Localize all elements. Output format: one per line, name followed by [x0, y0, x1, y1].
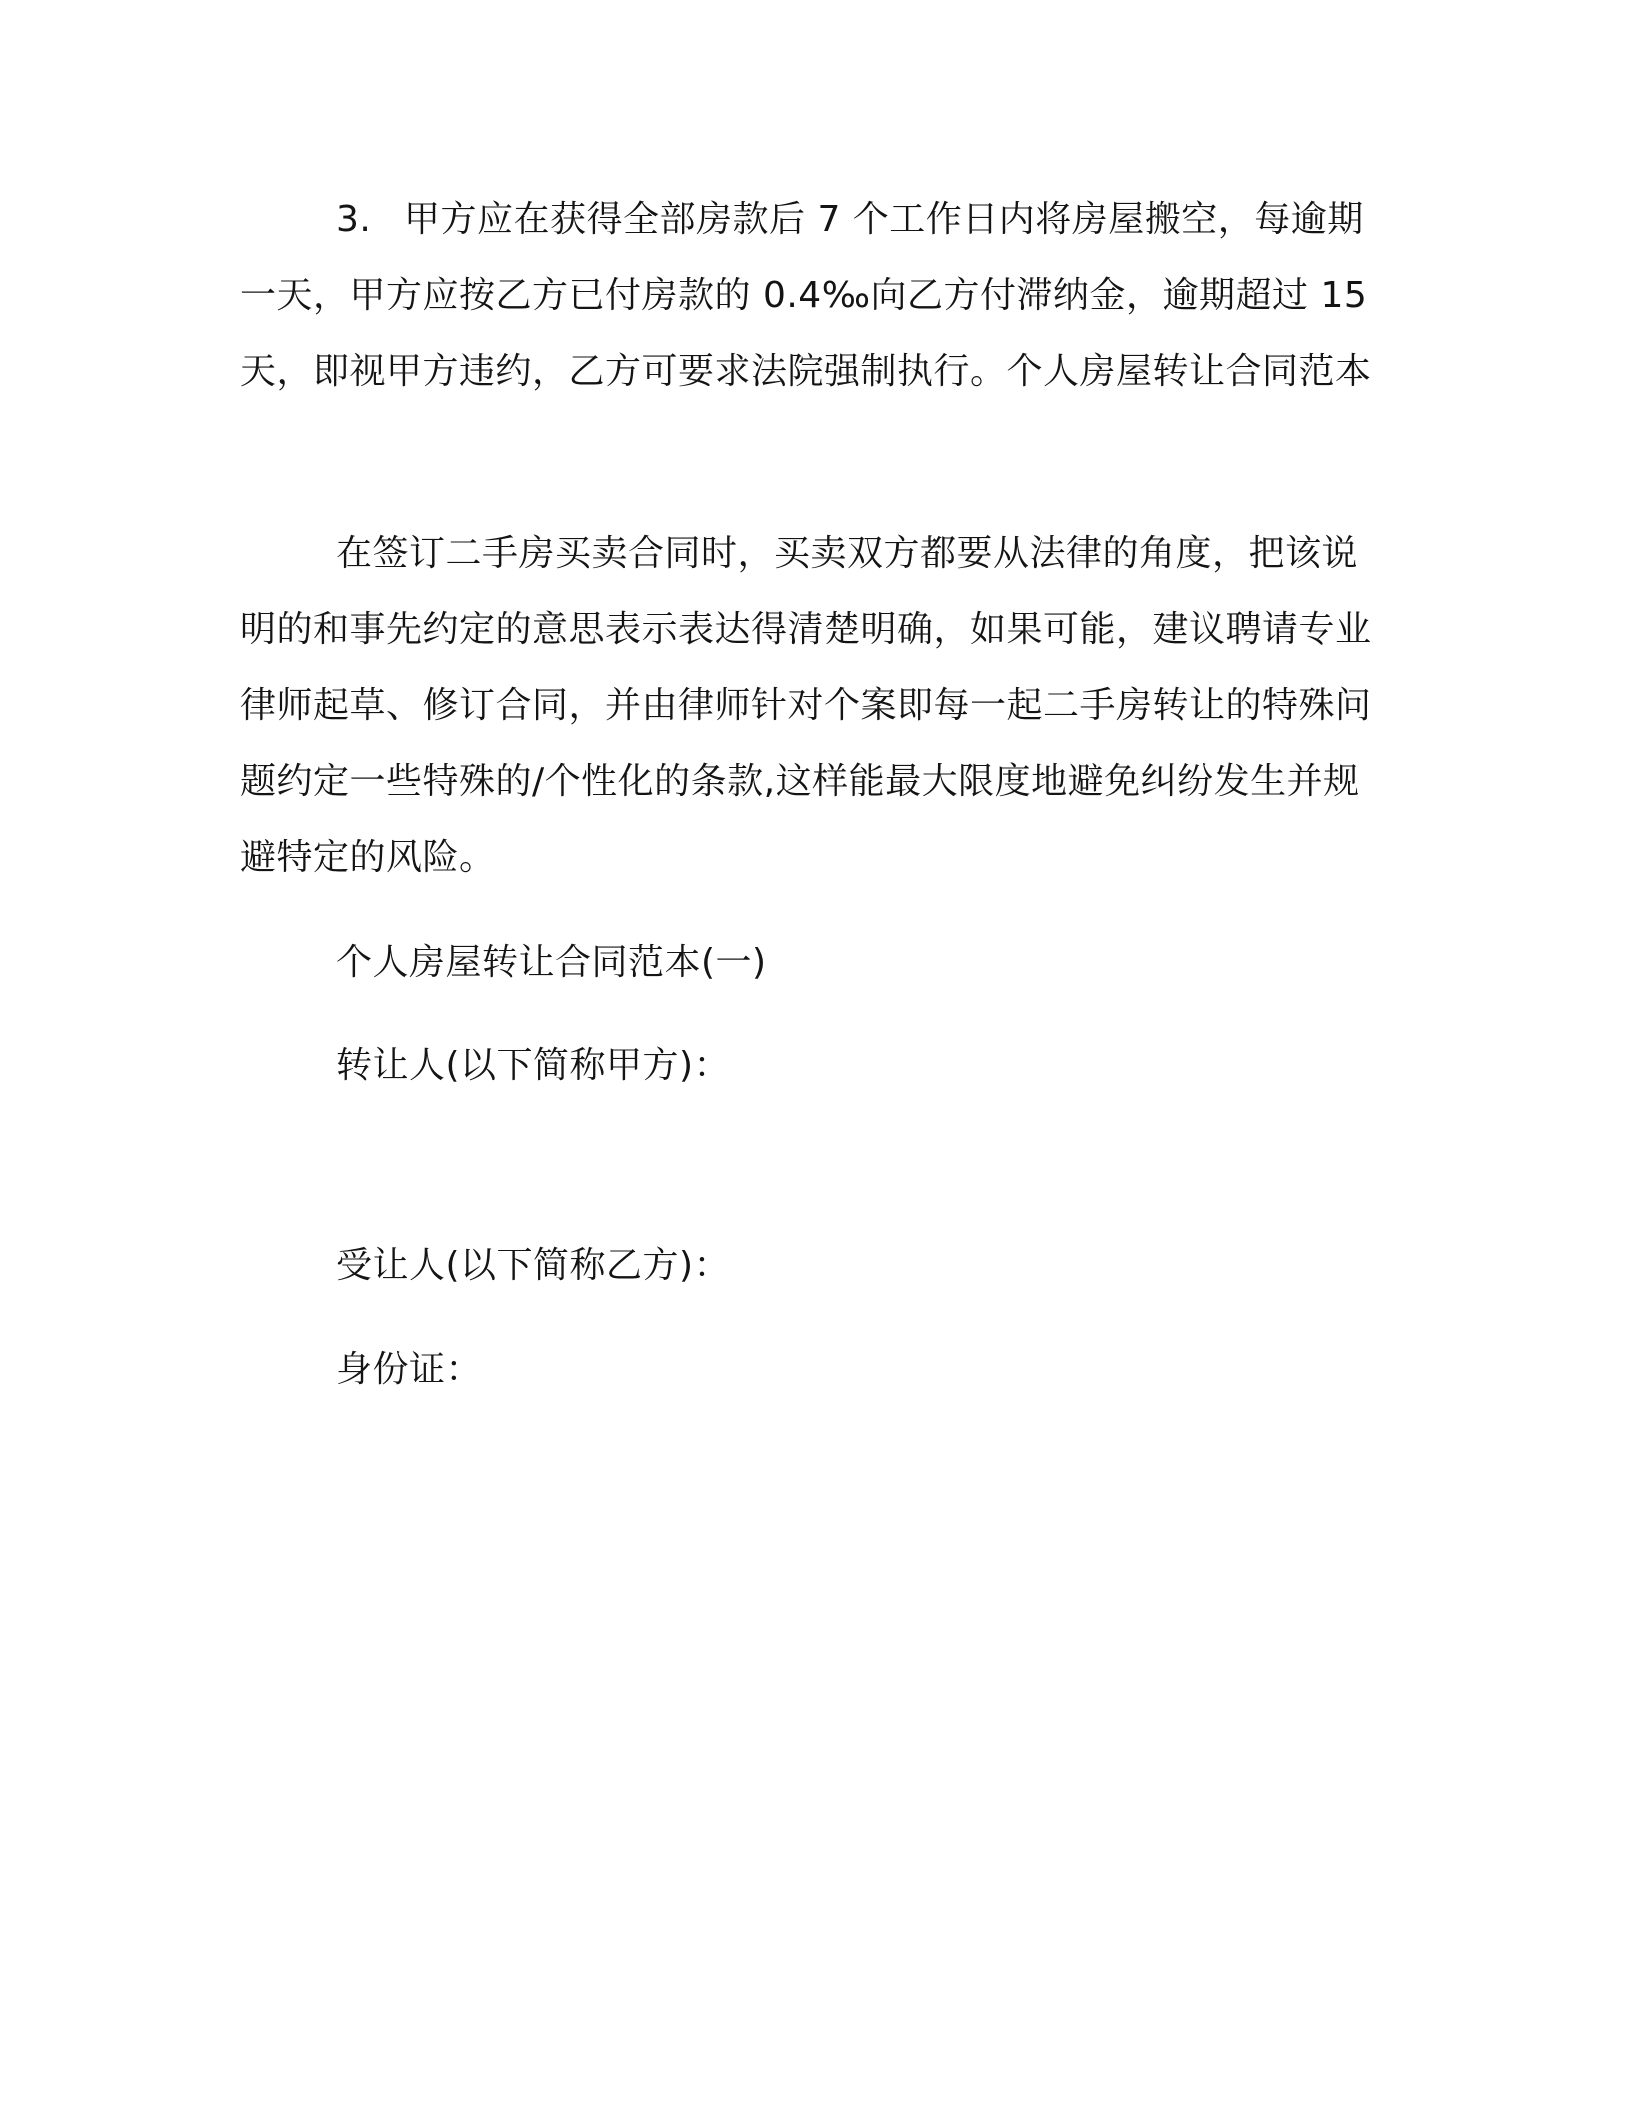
paragraph-contract-advice: 在签订二手房买卖合同时，买卖双方都要从法律的角度，把该说明的和事先约定的意思表示表达得清楚明确，如果可能，建议聘请专业律师起草、修订合同，并由律师针对个案即每一起二手房转让的特殊问题约定一些特殊的/个性化的条款,这样能最大限度地避免纠纷发生并规避特定的风险。	[240, 533, 1372, 878]
clause-number: 3.	[336, 199, 372, 240]
paragraph-clause-3	[240, 182, 1390, 410]
sample-contract-title: 个人房屋转让合同范本(一)	[336, 942, 767, 983]
clause-3-text: 甲方应在获得全部房款后 7 个工作日内将房屋搬空，每逾期一天，甲方应按乙方已付房款的 0.4‰向乙方付滞纳金，逾期超过 15 天，即视甲方违约，乙方可要求法院强制执行。个人房屋转让合同范本	[240, 199, 1372, 392]
transferor-label: 转让人(以下简称甲方)：	[336, 1045, 731, 1086]
transferee-label: 受让人(以下简称乙方)：	[336, 1245, 731, 1286]
id-card-label: 身份证：	[336, 1349, 483, 1390]
